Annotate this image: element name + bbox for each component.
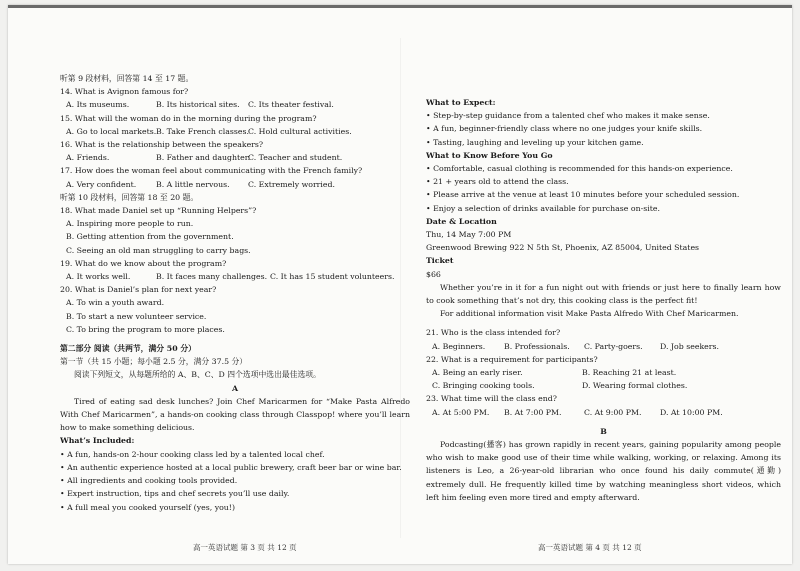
option: D. Wearing formal clothes. [582,381,688,391]
what-to-know-heading: What to Know Before You Go [426,150,553,160]
question-15: 15. What will the woman do in the morning during the program? [60,113,317,123]
option: C. Hold cultural activities. [248,126,352,136]
option: D. Job seekers. [660,341,719,351]
question-23: 23. What time will the class end? [426,394,557,404]
option: A. Being an early riser. [432,368,523,378]
left-page [60,72,410,514]
option: B. A little nervous. [156,179,230,189]
option: C. Its theater festival. [248,100,334,110]
question-19-options [60,270,410,283]
event-date: Thu, 14 May 7:00 PM [426,230,512,240]
question-19: 19. What do we know about the program? [60,258,227,268]
know-item: • Comfortable, casual clothing is recommended for this hands-on experience. [426,164,733,174]
question-22-options-ab [426,366,781,379]
listening-section-10: 听第 10 段材料，回答第 18 至 20 题。 [60,192,199,202]
page-footer-left: 高一英语试题 第 3 页 共 12 页 [193,543,297,552]
option: C. Party-goers. [584,341,643,351]
question-18-option-a: A. Inspiring more people to run. [66,219,194,229]
option: C. Teacher and student. [248,153,343,163]
reading-instructions: 阅读下列短文，从每题所给的 A、B、C、D 四个选项中选出最佳选项。 [74,370,321,380]
part-2-heading: 第二部分 阅读（共两节，满分 50 分） [60,344,196,354]
option: C. At 9:00 PM. [584,407,642,417]
what-to-expect-heading: What to Expect: [426,98,496,107]
option: A. Its museums. [66,100,130,110]
question-17-options [60,178,410,191]
included-item: • A full meal you cooked yourself (yes, you!) [60,502,235,512]
option: B. Its historical sites. [156,100,240,110]
question-23-options [426,406,781,419]
option: D. At 10:00 PM. [660,407,723,417]
passage-a-label: A [231,383,239,393]
option: A. It works well. [66,272,131,282]
additional-info: For additional information visit Make Pasta Alfredo With Chef Maricarmen. [440,309,739,319]
included-item: • Expert instruction, tips and chef secrets you’ll use daily. [60,489,290,499]
event-location: Greenwood Brewing 922 N 5th St, Phoenix, AZ 85004, United States [426,243,700,253]
option: C. Extremely worried. [248,179,335,189]
option: A. Go to local markets. [66,126,157,136]
question-18: 18. What made Daniel set up “Running Helpers”? [60,206,257,216]
included-item: • All ingredients and cooking tools provided. [60,476,238,486]
question-14: 14. What is Avignon famous for? [60,87,189,97]
question-18-option-c: C. Seeing an old man struggling to carry bags. [66,245,251,255]
part-2-section-1: 第一节（共 15 小题；每小题 2.5 分，满分 37.5 分） [60,357,248,367]
option: A. Friends. [66,153,110,163]
question-17: 17. How does the woman feel about communicating with the French family? [60,166,363,176]
question-16: 16. What is the relationship between the speakers? [60,140,264,150]
option: C. Bringing cooking tools. [432,381,535,391]
question-21: 21. Who is the class intended for? [426,328,561,338]
page-footer-right: 高一英语试题 第 4 页 共 12 页 [538,543,642,552]
know-item: • Please arrive at the venue at least 10 minutes before your scheduled session. [426,190,740,200]
option: A. Beginners. [432,341,486,351]
option: B. Professionals. [504,341,570,351]
option: B. Father and daughter. [156,153,251,163]
included-item: • A fun, hands-on 2-hour cooking class led by a talented local chef. [60,449,325,459]
listening-section-9: 听第 9 段材料，回答第 14 至 17 题。 [60,74,194,83]
passage-b-text: Podcasting(播客) has grown rapidly in recent years, gaining popularity among people who wish to make good use of their time while walking, working, or relaxing. Among its listeners is Leo, a 26-year-old librarian who once found his daily commute(通勤) extremely dull. He frequently killed time by watching meaningless short videos, which left him feeling even more tired and empty afterward. [426,440,781,502]
question-22-options-cd [426,379,781,392]
know-item: • 21 + years old to attend the class. [426,177,569,187]
passage-a-intro: Tired of eating sad desk lunches? Join Chef Maricarmen for “Make Pasta Alfredo With Chef Maricarmen”, a hands-on cooking class through Classpop! where you’ll learn how to make something delicious. [60,396,410,433]
question-18-option-b: B. Getting attention from the government. [66,232,234,242]
question-15-options [60,125,410,138]
question-21-options [426,340,781,353]
question-20-option-a: A. To win a youth award. [66,298,165,308]
question-20-option-c: C. To bring the program to more places. [66,324,225,334]
option: B. At 7:00 PM. [504,407,562,417]
option: B. It faces many challenges. [156,272,268,282]
passage-b-label: B [600,426,607,436]
right-page [426,96,781,504]
question-20-option-b: B. To start a new volunteer service. [66,311,207,321]
ticket-heading: Ticket [426,256,454,266]
expect-item: • Tasting, laughing and leveling up your kitchen game. [426,137,644,147]
question-22: 22. What is a requirement for participants? [426,354,598,364]
question-14-options [60,98,410,111]
ticket-price: $66 [426,269,441,279]
exam-sheet [8,5,792,564]
expect-item: • A fun, beginner-friendly class where no one judges your knife skills. [426,124,703,134]
question-20: 20. What is Daniel’s plan for next year? [60,285,217,295]
expect-item: • Step-by-step guidance from a talented chef who makes it make sense. [426,111,710,121]
whats-included-heading: What’s Included: [60,436,135,446]
option: C. It has 15 student volunteers. [270,272,395,282]
option: A. At 5:00 PM. [432,407,490,417]
know-item: • Enjoy a selection of drinks available for purchase on-site. [426,203,660,213]
included-item: • An authentic experience hosted at a local public brewery, craft beer bar or wine bar. [60,462,402,472]
date-location-heading: Date & Location [426,216,497,226]
option: A. Very confident. [66,179,137,189]
option: B. Reaching 21 at least. [582,368,677,378]
question-16-options [60,151,410,164]
passage-a-closing: Whether you’re in it for a fun night out with friends or just here to finally learn how to cook something that’s not dry, this cooking class is the perfect fit! [426,282,781,306]
option: B. Take French classes. [156,126,249,136]
